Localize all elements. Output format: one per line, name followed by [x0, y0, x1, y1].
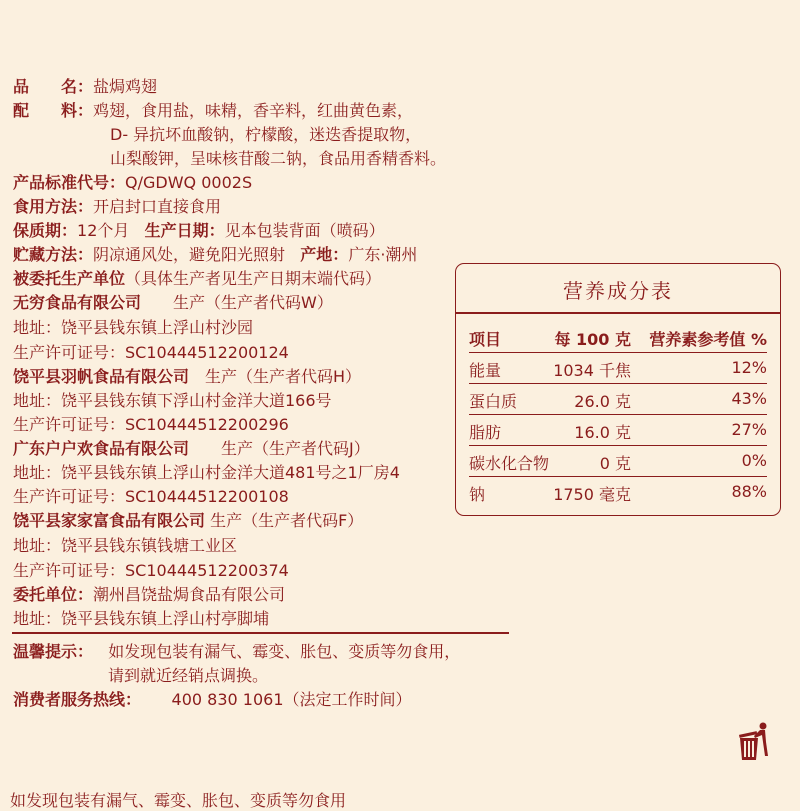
hotline-label: 消费者服务热线：	[13, 690, 142, 709]
ingredients-value-3: 山梨酸钾，呈味核苷酸二钠，食品用香精香料。	[110, 149, 447, 168]
client-label: 委托单位：	[13, 585, 94, 604]
producer-license: 生产许可证号：SC10444512200124	[13, 343, 289, 362]
nutrient-amount: 1750 毫克	[553, 485, 631, 504]
nutrition-header-per100g: 每 100 克	[554, 330, 631, 349]
producer-name: 广东户户欢食品有限公司	[13, 439, 190, 458]
storage-value: 阴凉通风处，避免阳光照射	[93, 245, 286, 264]
nutrient-nrv: 12%	[731, 358, 767, 377]
production-date-label: 生产日期：	[144, 221, 225, 240]
client-line	[13, 585, 285, 605]
nutrient-nrv: 43%	[731, 389, 767, 408]
nutrient-name: 能量	[469, 361, 502, 380]
producer-address: 地址：饶平县钱东镇上浮山村沙园	[13, 318, 254, 337]
hotline-value: 400 830 1061（法定工作时间）	[171, 690, 412, 709]
nutrition-row-energy	[469, 353, 767, 383]
shelf-life-value: 12个月	[77, 221, 130, 240]
tip-label: 温馨提示：	[13, 642, 94, 661]
producer-name-line	[13, 367, 361, 387]
commissioned-line	[13, 269, 381, 289]
producer-code: 生产（生产者代码J）	[189, 439, 370, 458]
producer-code: 生产（生产者代码W）	[141, 293, 333, 312]
ingredients-value-1: 鸡翅，食用盐，味精，香辛料，红曲黄色素，	[93, 101, 414, 120]
producer-address: 地址：饶平县钱东镇钱塘工业区	[13, 536, 238, 555]
nutrient-nrv: 88%	[731, 482, 767, 501]
nutrition-row-fat	[469, 415, 767, 445]
producer-name-line	[13, 439, 370, 459]
nutrient-amount: 16.0 克	[574, 423, 631, 442]
nutrition-header-nrv: 营养素参考值 %	[649, 330, 767, 349]
usage-label: 食用方法：	[13, 197, 94, 216]
shelf-life-line	[13, 221, 385, 241]
standard-line	[13, 173, 252, 193]
trash-can-person-icon	[733, 722, 777, 766]
nutrient-name: 蛋白质	[469, 392, 518, 411]
standard-value: Q/GDWQ 0002S	[125, 173, 253, 192]
usage-line	[13, 197, 221, 217]
tip-value-1: 如发现包装有漏气、霉变、胀包、变质等勿食用，	[108, 642, 461, 661]
standard-label: 产品标准代号：	[13, 173, 126, 192]
divider	[12, 632, 509, 634]
producer-name: 无穷食品有限公司	[13, 293, 142, 312]
nutrient-name: 钠	[469, 485, 486, 504]
producer-license: 生产许可证号：SC10444512200108	[13, 487, 289, 506]
nutrition-row-carbohydrate	[469, 446, 767, 476]
tip-value-2: 请到就近经销点调换。	[108, 666, 269, 685]
bottom-cutoff-text: 如发现包装有漏气、霉变、胀包、变质等勿食用	[10, 791, 347, 810]
nutrient-name: 脂肪	[469, 423, 502, 442]
nutrition-table	[455, 263, 781, 516]
client-value: 潮州昌饶盐焗食品有限公司	[93, 585, 286, 604]
producer-license: 生产许可证号：SC10444512200296	[13, 415, 289, 434]
nutrient-nrv: 27%	[731, 420, 767, 439]
hotline-line	[13, 690, 412, 710]
commissioned-note: （具体生产者见生产日期末端代码）	[125, 269, 382, 288]
producer-name: 饶平县家家富食品有限公司	[13, 511, 206, 530]
producer-name-line	[13, 511, 363, 531]
producer-address: 地址：饶平县钱东镇上浮山村金洋大道481号之1厂房4	[13, 463, 400, 482]
producer-code: 生产（生产者代码F）	[205, 511, 364, 530]
nutrient-amount: 1034 千焦	[553, 361, 631, 380]
usage-value: 开启封口直接食用	[93, 197, 222, 216]
producer-license: 生产许可证号：SC10444512200374	[13, 561, 289, 580]
producer-code: 生产（生产者代码H）	[189, 367, 362, 386]
production-date-value: 见本包装背面（喷码）	[224, 221, 385, 240]
producer-address: 地址：饶平县钱东镇下浮山村金洋大道166号	[13, 391, 332, 410]
commissioned-label: 被委托生产单位	[13, 269, 126, 288]
nutrition-row-sodium	[469, 477, 767, 507]
nutrient-nrv: 0%	[741, 451, 767, 470]
storage-line	[13, 245, 417, 265]
nutrition-header-item: 项目	[469, 330, 502, 349]
storage-label: 贮藏方法：	[13, 245, 94, 264]
ingredients-value-2: D- 异抗坏血酸钠，柠檬酸，迷迭香提取物，	[110, 125, 422, 144]
ingredients-line	[13, 101, 413, 121]
shelf-life-label: 保质期：	[13, 221, 78, 240]
producer-name: 饶平县羽帆食品有限公司	[13, 367, 190, 386]
nutrition-title: 营养成分表	[563, 279, 673, 303]
client-address: 地址：饶平县钱东镇上浮山村亭脚埔	[13, 609, 270, 628]
origin-label: 产地：	[300, 245, 349, 264]
nutrition-title-divider	[456, 312, 780, 314]
origin-value: 广东·潮州	[348, 245, 418, 264]
product-name-label: 品 名：	[13, 77, 94, 96]
nutrient-name: 碳水化合物	[469, 454, 550, 473]
nutrition-row-protein	[469, 384, 767, 414]
product-name-line	[13, 77, 157, 97]
tip-line	[13, 642, 460, 662]
product-name-value: 盐焗鸡翅	[93, 77, 158, 96]
nutrient-amount: 0 克	[599, 454, 631, 473]
ingredients-label: 配 料：	[13, 101, 94, 120]
producer-name-line	[13, 293, 333, 313]
nutrient-amount: 26.0 克	[574, 392, 631, 411]
nutrition-header-row	[469, 322, 767, 352]
